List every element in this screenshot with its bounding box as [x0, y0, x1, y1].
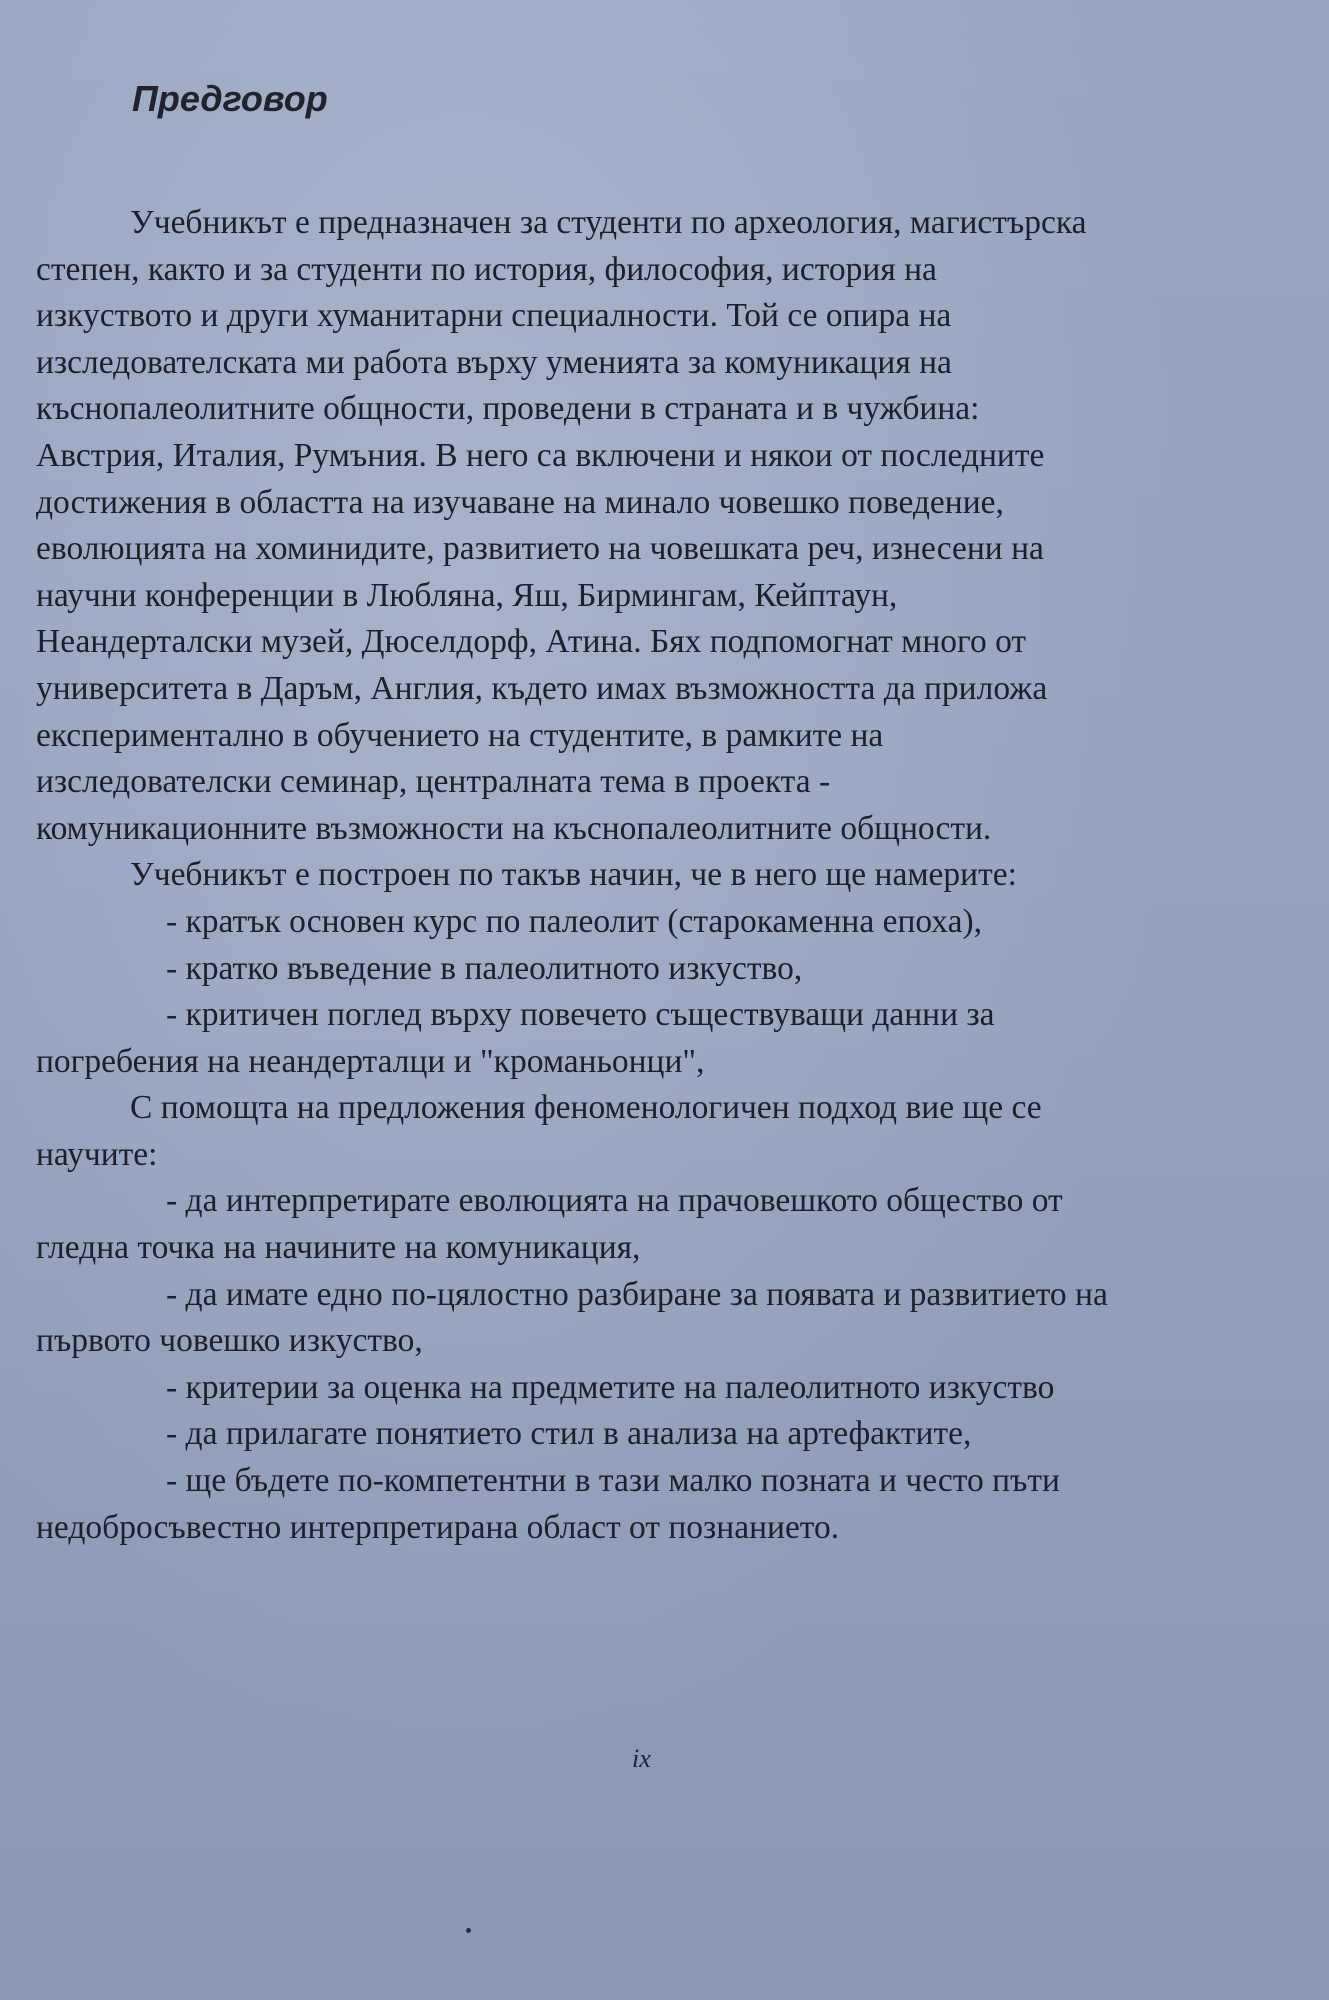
paper-speck [466, 1928, 471, 1933]
text-line: къснопалеолитните общности, проведени в страната и в чужбина: [36, 390, 980, 428]
text-line: недобросъвестно интерпретирана област от познанието. [36, 1508, 840, 1546]
text-line: университета в Даръм, Англия, където имах възможността да приложа [36, 669, 1048, 707]
text-line: изкуството и други хуманитарни специалности. Той се опира на [36, 297, 952, 335]
text-line: изследователската ми работа върху уменията за комуникация на [36, 343, 952, 381]
text-line: комуникационните възможности на къснопалеолитните общности. [36, 809, 992, 847]
text-line: Австрия, Италия, Румъния. В него са включени и някои от последните [36, 436, 1045, 474]
text-line: погребения на неандерталци и "кроманьонци", [36, 1042, 705, 1080]
page-number: ix [632, 1744, 651, 1773]
list-item: - критерии за оценка на предметите на палеолитното изкуство [166, 1368, 1055, 1406]
text-line: достижения в областта на изучаване на минало човешко поведение, [36, 483, 1004, 521]
text-line: експериментално в обучението на студентите, в рамките на [36, 716, 884, 754]
text-line: С помощта на предложения феноменологичен подход вие ще се [130, 1089, 1042, 1127]
list-item: - кратко въведение в палеолитното изкуство, [166, 949, 803, 987]
page-heading: Предговор [132, 78, 328, 119]
text-line: изследователски семинар, централната тема в проекта - [36, 763, 831, 801]
list-item: - да прилагате понятието стил в анализа на артефактите, [166, 1415, 972, 1453]
list-item: - да имате едно по-цялостно разбиране за появата и развитието на [166, 1275, 1108, 1313]
preface-text [36, 200, 1286, 1551]
text-line: гледна точка на начините на комуникация, [36, 1229, 641, 1267]
list-item: - ще бъдете по-компетентни в тази малко позната и често пъти [166, 1462, 1060, 1500]
list-item: - кратък основен курс по палеолит (старокаменна епоха), [166, 902, 983, 940]
text-line: Учебникът е построен по такъв начин, че в него ще намерите: [130, 856, 1017, 894]
text-line: еволюцията на хоминидите, развитието на човешката реч, изнесени на [36, 530, 1044, 568]
text-line: Неандерталски музей, Дюселдорф, Атина. Бях подпомогнат много от [36, 623, 1027, 661]
text-line: Учебникът е предназначен за студенти по археология, магистърска [130, 204, 1087, 241]
list-item: - да интерпретирате еволюцията на прачовешкото общество от [166, 1182, 1063, 1220]
text-line: първото човешко изкуство, [36, 1322, 423, 1360]
text-line: научни конференции в Любляна, Яш, Бирмингам, Кейптаун, [36, 576, 898, 614]
text-line: степен, както и за студенти по история, философия, история на [36, 250, 937, 288]
text-line: научите: [36, 1135, 158, 1173]
list-item: - критичен поглед върху повечето съществуващи данни за [166, 996, 995, 1034]
